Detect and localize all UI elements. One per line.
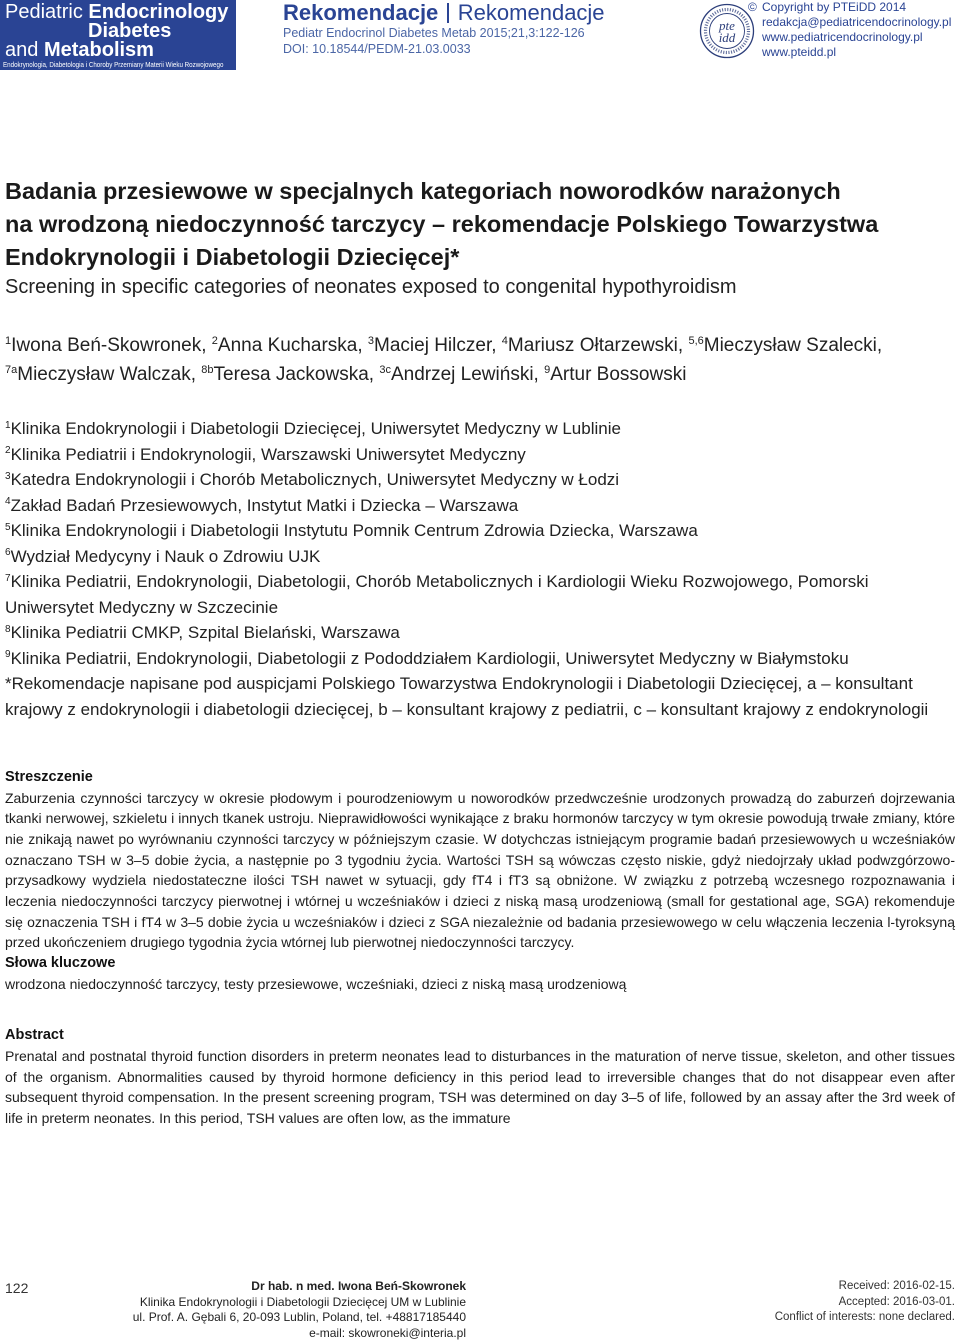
affiliation-text: Klinika Pediatrii CMKP, Szpital Bielański, Warszawa — [10, 623, 400, 642]
author — [502, 335, 683, 356]
article-title — [5, 175, 955, 274]
author — [212, 335, 363, 356]
section-label-regular: Rekomendacje — [457, 0, 605, 25]
copyright-line — [748, 0, 951, 15]
keywords-heading: Słowa kluczowe — [5, 955, 116, 972]
affiliation — [5, 467, 955, 493]
abstract-english — [5, 1025, 955, 1128]
author-name: Mieczysław Walczak, — [17, 364, 197, 385]
author-name: Maciej Hilczer, — [374, 335, 497, 356]
author — [201, 364, 374, 385]
society-seal-icon — [699, 3, 755, 59]
author — [368, 335, 497, 356]
abstract-polish — [5, 767, 955, 994]
author — [544, 364, 686, 385]
correspondence-address: ul. Prof. A. Gębali 6, 20-093 Lublin, Poland, tel. +48817185440 — [132, 1310, 466, 1324]
affiliation-text: Klinika Endokrynologii i Diabetologii Dziecięcej, Uniwersytet Medyczny w Lublinie — [10, 419, 621, 438]
brand-word-bold: Endocrinology — [88, 1, 229, 23]
author-affiliation-mark: 2 — [211, 334, 218, 347]
received-date: Received: 2016-02-15. — [838, 1280, 955, 1292]
author-name: Anna Kucharska, — [217, 335, 363, 356]
title-line: Badania przesiewowe w specjalnych kategoriach noworodków narażonych — [5, 178, 841, 204]
author-name: Mieczysław Szalecki, — [703, 335, 883, 356]
abstract-english-body: Prenatal and postnatal thyroid function disorders in preterm neonates lead to disturbances in the maturation of nerve tissue, skeleton, and other tissues of the organism. Abnormalities caused by thyroid hormone deficiency in this period lead to irreversible changes that do not disappear even after subsequent thyroid compensation. In the present screening program, TSH was determined on day 3–5 of life, followed by an assay after the 3rd week of life in preterm neonates. In this period, TSH values are often low, as the immature — [5, 1047, 955, 1126]
author-affiliation-mark: 3c — [379, 363, 391, 376]
title-line: na wrodzoną niedoczynność tarczycy – rekomendacje Polskiego Towarzystwa — [5, 211, 879, 237]
article-content — [5, 175, 955, 1129]
author-affiliation-mark: 9 — [544, 363, 551, 376]
affiliation — [5, 569, 955, 620]
brand-word-bold: Metabolism — [43, 39, 154, 61]
journal-brand-block — [0, 0, 236, 70]
correspondence-email-link[interactable]: e-mail: skowroneki@interia.pl — [309, 1325, 466, 1340]
affiliation-number: 4 — [5, 496, 11, 507]
copyright-text: Copyright by PTEiDD 2014 — [762, 0, 907, 14]
recommendation-footnote: *Rekomendacje napisane pod auspicjami Polskiego Towarzystwa Endokrynologii i Diabetologii Dziecięcej, a – konsultant krajowy z endokrynologii i diabetologii dziecięcej, b – konsultant krajowy z pediatrii, c – konsultant krajowy z endokrynologii — [5, 674, 929, 719]
affiliation — [5, 518, 955, 544]
affiliation-number: 9 — [5, 649, 11, 660]
affiliation-number: 3 — [5, 470, 11, 482]
affiliation-text: Klinika Pediatrii, Endokrynologii, Diabetologii z Pododdziałem Kardiologii, Uniwersytet Medyczny w Białymstoku — [10, 648, 849, 668]
affiliation-text: Katedra Endokrynologii i Chorób Metabolicznych, Uniwersytet Medyczny w Łodzi — [10, 470, 620, 489]
affiliation — [5, 416, 955, 442]
conflict-of-interest: Conflict of interests: none declared. — [774, 1311, 955, 1323]
affiliation-text: Wydział Medycyny i Nauk o Zdrowiu UJK — [10, 546, 321, 566]
affiliation-number: 7 — [5, 572, 11, 584]
page-number: 122 — [5, 1280, 29, 1296]
affiliation-number: 1 — [5, 419, 11, 431]
affiliation-text: Zakład Badań Przesiewowych, Instytut Matki i Dziecka – Warszawa — [10, 495, 519, 515]
author-affiliation-mark: 5,6 — [688, 334, 704, 347]
author — [379, 364, 538, 385]
author-name: Artur Bossowski — [550, 364, 687, 385]
title-line: Endokrynologii i Diabetologii Dziecięcej* — [5, 244, 460, 270]
correspondence-name: Dr hab. n med. Iwona Beń-Skowronek — [251, 1279, 466, 1293]
accepted-date: Accepted: 2016-03-01. — [838, 1295, 955, 1308]
copyright-icon: © — [748, 0, 757, 14]
affiliation-number: 8 — [5, 623, 11, 635]
seal-text-top: pte — [719, 18, 735, 33]
abstract-polish-heading: Streszczenie — [5, 769, 93, 785]
section-label-bold: Rekomendacje — [283, 0, 439, 25]
correspondence-institution: Klinika Endokrynologii i Diabetologii Dziecięcej UM w Lublinie — [139, 1294, 466, 1309]
editorial-email-link[interactable]: redakcja@pediatricendocrinology.pl — [762, 15, 952, 29]
correspondence-block — [133, 1279, 466, 1341]
author-name: Teresa Jackowska, — [213, 364, 375, 385]
affiliation-text: Klinika Pediatrii i Endokrynologii, Warszawski Uniwersytet Medyczny — [10, 444, 526, 464]
brand-line-2: Diabetes — [88, 20, 172, 42]
abstract-polish-body: Zaburzenia czynności tarczycy w okresie płodowym i pourodzeniowym u noworodków przedwcześnie urodzonych prowadzą do zaburzeń dojrzewania tkanki nerwowej, szkieletu i innych tkanek ustroju. Nieprawidłowości wynikające z braku hormonów tarczycy w tym okresie powodują trwałe zmiany, które nie znikają nawet po wyrównaniu czynności tarczycy w późniejszym czasie. W dotychczas istniejącym programie badań przesiewowych u wcześniaków oznaczano TSH w 3–5 dobie życia, a następnie po 3 tygodniu życia. Wartości TSH są wówczas często niskie, gdyż niedojrzały układ podwzgórzowo-przysadkowy wydziela niedostateczne ilości TSH nawet w sytuacji, gdy fT4 i fT3 są obniżone. W związku z potrzebą wczesnego rozpoznawania i leczenia niedoczynności tarczycy pierwotnej i wtórnej u wcześniaków i dzieci z niską masą urodzeniową (small for gestational age, SGA) rekomenduje się oznaczenia TSH i fT4 w 3–5 dobie życia u wcześniaków i dzieci z SGA niezależnie od badania przesiewowego w celu włączenia leczenia l-tyroksyną przed ukończeniem drugiego tygodnia życia wtórnej lub pierwotnej niedoczynności tarczycy. — [5, 789, 955, 951]
author-affiliation-mark: 8b — [201, 363, 214, 376]
author — [5, 364, 196, 385]
affiliation-number: 2 — [5, 445, 11, 456]
society-website-link[interactable]: www.pteidd.pl — [762, 45, 837, 59]
affiliation-number: 6 — [5, 547, 11, 558]
author-affiliation-mark: 7a — [5, 363, 18, 376]
keywords-body: wrodzona niedoczynność tarczycy, testy przesiewowe, wcześniaki, dzieci z niską masą urodzeniową — [5, 975, 627, 992]
author — [688, 335, 882, 356]
affiliation-text: Klinika Endokrynologii i Diabetologii Instytutu Pomnik Centrum Zdrowia Dziecka, Warszawa — [10, 521, 698, 540]
journal-website-link[interactable]: www.pediatricendocrinology.pl — [762, 30, 923, 44]
article-subtitle: Screening in specific categories of neonates exposed to congenital hypothyroidism — [5, 276, 737, 298]
journal-contact — [748, 0, 951, 60]
seal-text-bottom: idd — [718, 30, 736, 45]
author-name: Iwona Beń-Skowronek, — [11, 335, 207, 356]
author-affiliation-mark: 3 — [367, 334, 375, 347]
section-label — [283, 0, 605, 26]
section-separator — [447, 3, 449, 23]
affiliation-number: 5 — [5, 521, 11, 533]
author-name: Mariusz Ołtarzewski, — [507, 335, 684, 356]
author-affiliation-mark: 4 — [501, 334, 508, 347]
journal-citation: Pediatr Endocrinol Diabetes Metab 2015;21,3:122-126 — [283, 26, 585, 40]
author-affiliation-mark: 1 — [5, 334, 12, 347]
affiliation-list — [5, 416, 955, 722]
affiliation — [5, 646, 955, 672]
brand-tagline: Endokrynologia, Diabetologia i Choroby Przemiany Materii Wieku Rozwojowego — [3, 60, 224, 69]
brand-word: Pediatric — [5, 1, 83, 23]
affiliation — [5, 442, 955, 468]
doi[interactable]: DOI: 10.18544/PEDM-21.03.0033 — [283, 42, 471, 56]
affiliation — [5, 620, 955, 646]
brand-line-3 — [5, 39, 154, 61]
affiliation — [5, 493, 955, 519]
abstract-english-heading: Abstract — [5, 1027, 64, 1044]
author-list — [5, 331, 955, 389]
author — [5, 335, 207, 356]
article-dates — [775, 1279, 955, 1326]
author-name: Andrzej Lewiński, — [390, 364, 539, 385]
affiliation — [5, 544, 955, 570]
affiliation-text: Klinika Pediatrii, Endokrynologii, Diabetologii, Chorób Metabolicznych i Kardiologii Wieku Rozwojowego, Pomorski Uniwersytet Medyczny w Szczecinie — [5, 572, 869, 617]
brand-word: and — [5, 39, 39, 61]
